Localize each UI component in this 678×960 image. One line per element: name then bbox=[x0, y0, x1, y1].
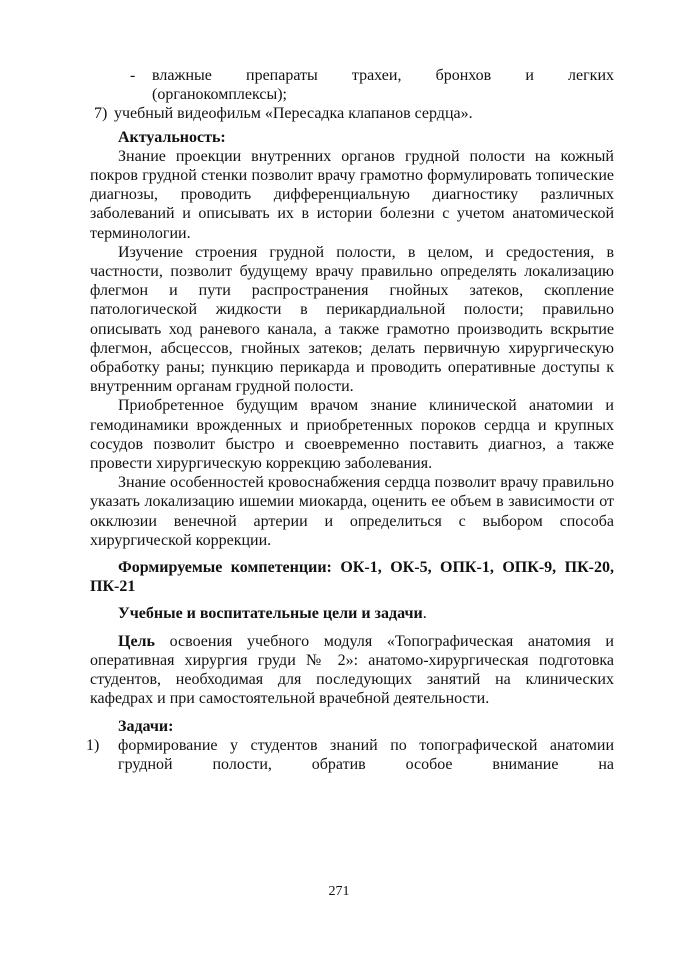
goals-heading-line bbox=[90, 604, 614, 623]
goals-heading: Учебные и воспитательные цели и задачи bbox=[118, 605, 423, 623]
paragraph: Приобретенное будущим врачом знание клинической анатомии и гемодинамики врожденных и приобретенных пороков сердца и крупных сосудов позволит быстро и своевременно поставить диагноз, а также провести хирургическую коррекцию заболевания. bbox=[90, 397, 614, 473]
tasks-heading: Задачи: bbox=[118, 717, 174, 735]
goals-heading-suffix: . bbox=[422, 605, 427, 623]
paragraph: Изучение строения грудной полости, в целом, и средостения, в частности, позволит будущему врачу правильно определять локализацию флегмон и пути распространения гнойных затеков, скопление патологической жидкости в перикардиальной полости; правильно описывать ход раневого канала, а также грамотно производить вскрытие флегмон, абсцессов, гнойных затеков; делать первичную хирургическую обработку раны; пункцию перикарда и проводить оперативные доступы к внутренним органам грудной полости. bbox=[90, 243, 614, 396]
document-page bbox=[86, 66, 614, 774]
competencies-heading: Формируемые компетенции: ОК-1, ОК-5, ОПК-1, ОПК-9, ПК-20, ПК-21 bbox=[90, 559, 614, 596]
list-item-line: (органокомплексы); bbox=[152, 86, 287, 104]
list-item bbox=[94, 104, 614, 123]
task-item bbox=[86, 736, 614, 774]
list-item-text bbox=[152, 66, 614, 104]
paragraph: Знание проекции внутренних органов грудной полости на кожный покров грудной стенки позволит врачу грамотно формулировать топические диагнозы, проводить дифференциальную диагностику различных заболеваний и описывать их в истории болезни с учетом анатомической терминологии. bbox=[90, 147, 614, 242]
section-heading-relevance: Актуальность: bbox=[118, 128, 226, 146]
list-marker: 7) bbox=[94, 105, 108, 123]
list-item-line: влажные препараты трахеи, бронхов и легких bbox=[152, 67, 614, 84]
goal-text: освоения учебного модуля «Топографическая анатомия и оперативная хирургия груди № 2»: анатомо-хирургическая подготовка студентов, необходимая для последующих занятий на клинических кафедрах и при самостоятельной врачебной деятельности. bbox=[90, 632, 614, 708]
list-item bbox=[130, 66, 614, 104]
goal-label: Цель bbox=[118, 632, 155, 650]
task-text: формирование у студентов знаний по топографической анатомии грудной полости, обратив особое внимание на bbox=[118, 736, 614, 773]
task-marker: 1) bbox=[86, 736, 100, 754]
page-number: 271 bbox=[328, 884, 350, 899]
goal-paragraph bbox=[90, 632, 614, 709]
dash-marker: - bbox=[130, 67, 136, 84]
paragraph: Знание особенностей кровоснабжения сердца позволит врачу правильно указать локализацию ишемии миокарда, оценить ее объем в зависимости от окклюзии венечной артерии и определиться с выбором способа хирургической коррекции. bbox=[90, 474, 614, 549]
list-item-text: учебный видеофильм «Пересадка клапанов сердца». bbox=[114, 105, 473, 123]
